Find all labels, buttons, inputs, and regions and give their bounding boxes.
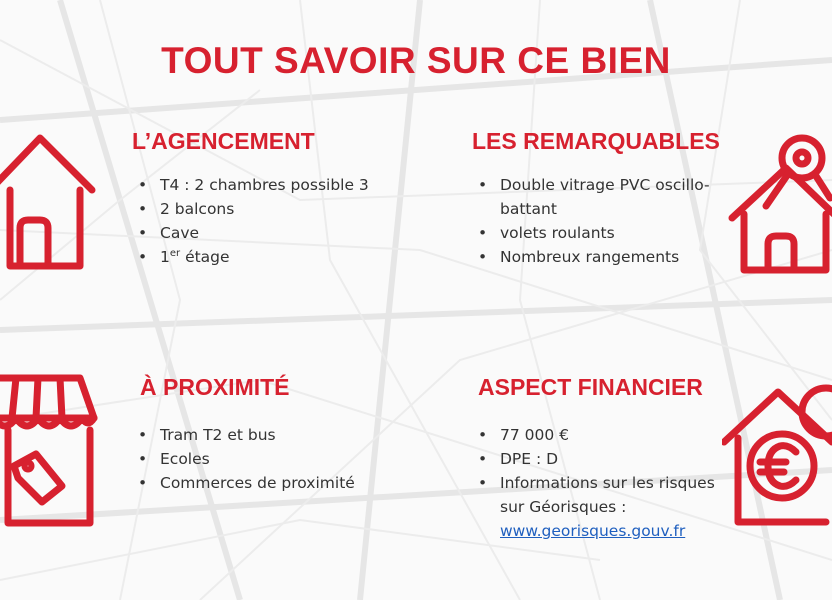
list-item xyxy=(135,245,435,269)
house-key-icon xyxy=(726,128,832,278)
risk-info-text: Informations sur les risques sur Géorisques : xyxy=(500,474,715,516)
list-item: • DPE : D xyxy=(475,447,730,471)
floor-word: étage xyxy=(180,248,230,266)
financier-title: ASPECT FINANCIER xyxy=(478,374,703,400)
list-item: • Commerces de proximité xyxy=(135,471,435,495)
list-item: • Tram T2 et bus xyxy=(135,423,435,447)
list-item: • Cave xyxy=(135,221,435,245)
agencement-list xyxy=(135,173,435,269)
floor-number: 1 xyxy=(160,248,170,266)
list-item: • T4 : 2 chambres possible 3 xyxy=(135,173,435,197)
list-item: • volets roulants xyxy=(475,221,730,245)
proximite-list xyxy=(135,423,435,495)
list-item: • Double vitrage PVC oscillo-battant xyxy=(475,173,730,221)
shop-icon xyxy=(0,368,100,533)
house-icon xyxy=(0,128,104,274)
georisques-link[interactable]: www.georisques.gouv.fr xyxy=(500,522,686,540)
house-euro-icon xyxy=(722,372,832,532)
financier-list xyxy=(475,423,730,543)
floor-ordinal: er xyxy=(169,247,181,259)
proximite-title: À PROXIMITÉ xyxy=(140,374,290,400)
list-item: • Nombreux rangements xyxy=(475,245,730,269)
list-item: • Ecoles xyxy=(135,447,435,471)
list-item xyxy=(475,471,730,543)
agencement-title: L’AGENCEMENT xyxy=(132,128,315,154)
remarquables-title: LES REMARQUABLES xyxy=(472,128,720,154)
remarquables-list xyxy=(475,173,730,269)
list-item: • 2 balcons xyxy=(135,197,435,221)
list-item: • 77 000 € xyxy=(475,423,730,447)
page-title: TOUT SAVOIR SUR CE BIEN xyxy=(161,40,671,81)
